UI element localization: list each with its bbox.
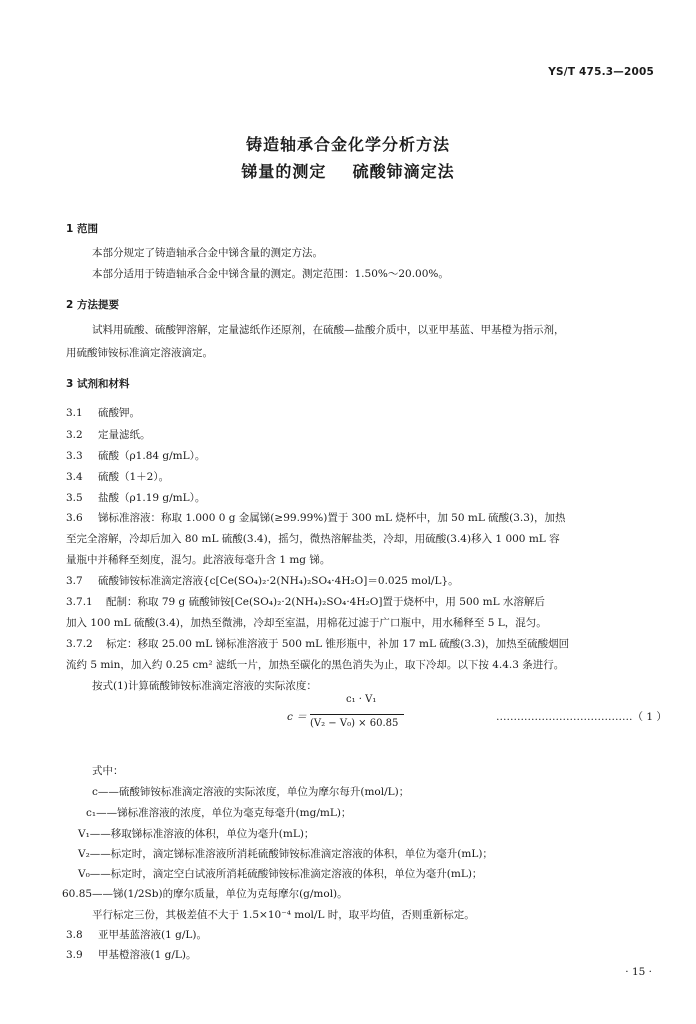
formula-lhs: c ＝: [287, 711, 307, 723]
definition-v1: V₁——移取锑标准溶液的体积，单位为毫升(mL)；: [78, 828, 315, 840]
definition-v0: V₀——标定时，滴定空白试液所消耗硫酸铈铵标准滴定溶液的体积，单位为毫升(mL)；: [78, 868, 483, 880]
item-3-7-2-line-2: 流约 5 min，加入约 0.25 cm² 滤纸一片，加热至碳化的黑色消失为止，取下冷却。以下按 4.4.3 条进行。: [66, 659, 565, 671]
item-3-2: 3.2 定量滤纸。: [66, 429, 151, 441]
item-3-5: 3.5 盐酸（ρ1.19 g/mL）。: [66, 492, 206, 504]
item-3-7-2-line-1: 3.7.2 标定：移取 25.00 mL 锑标准溶液于 500 mL 锥形瓶中，补加 17 mL 硫酸(3.3)，加热至硫酸烟回: [66, 638, 570, 650]
item-3-9: 3.9 甲基橙溶液(1 g/L)。: [66, 949, 197, 961]
definition-c: c——硫酸铈铵标准滴定溶液的实际浓度，单位为摩尔每升(mol/L)；: [92, 786, 410, 798]
definition-molar-mass: 60.85——锑(1/2Sb)的摩尔质量，单位为克每摩尔(g/mol)。: [62, 888, 348, 900]
formula-fraction-bar: [310, 714, 404, 715]
parallel-calibration-note: 平行标定三份，其极差值不大于 1.5×10⁻⁴ mol/L 时，取平均值，否则重新标定。: [92, 909, 475, 921]
section-2-paragraph-line-2: 用硫酸铈铵标准滴定溶液滴定。: [66, 347, 213, 359]
where-label: 式中：: [92, 765, 124, 777]
item-3-8: 3.8 亚甲基蓝溶液(1 g/L)。: [66, 929, 207, 941]
formula-denominator: (V₂ − V₀) × 60.85: [310, 718, 399, 729]
formula-numerator: c₁ · V₁: [346, 694, 377, 705]
document-title-line-2: 锑量的测定 硫酸铈滴定法: [241, 162, 455, 181]
page-number: · 15 ·: [625, 966, 652, 978]
section-3-heading: 3 试剂和材料: [66, 378, 130, 390]
item-3-7-1-line-2: 加入 100 mL 硫酸(3.4)，加热至微沸，冷却至室温，用棉花过滤于广口瓶中，用水稀释至 5 L，混匀。: [66, 617, 547, 629]
section-1-heading: 1 范围: [66, 223, 98, 235]
section-1-paragraph-1: 本部分规定了铸造轴承合金中锑含量的测定方法。: [92, 247, 323, 259]
item-3-6-line-3: 量瓶中并稀释至刻度，混匀。此溶液每毫升含 1 mg 锑。: [66, 554, 331, 566]
item-3-1: 3.1 硫酸钾。: [66, 407, 140, 419]
formula-fraction: [286, 694, 416, 738]
definition-v2: V₂——标定时，滴定锑标准溶液所消耗硫酸铈铵标准滴定溶液的体积，单位为毫升(mL)；: [78, 848, 493, 860]
section-2-paragraph-line-1: 试料用硫酸、硫酸钾溶解，定量滤纸作还原剂，在硫酸—盐酸介质中，以亚甲基蓝、甲基橙为指示剂，: [92, 324, 565, 336]
item-3-6-line-2: 至完全溶解，冷却后加入 80 mL 硫酸(3.4)，摇匀，微热溶解盐类，冷却，用硫酸(3.4)移入 1 000 mL 容: [66, 533, 560, 545]
item-3-7-1-line-1: 3.7.1 配制：称取 79 g 硫酸铈铵[Ce(SO₄)₂·2(NH₄)₂SO₄·4H₂O]置于烧杯中，用 500 mL 水溶解后: [66, 596, 545, 608]
item-3-7-2-line-3: 按式(1)计算硫酸铈铵标准滴定溶液的实际浓度：: [92, 680, 317, 692]
item-3-7: 3.7 硫酸铈铵标准滴定溶液{c[Ce(SO₄)₂·2(NH₄)₂SO₄·4H₂O]＝0.025 mol/L}。: [66, 575, 459, 587]
item-3-6-line-1: 3.6 锑标准溶液：称取 1.000 0 g 金属锑(≥99.99%)置于 300 mL 烧杯中，加 50 mL 硫酸(3.3)，加热: [66, 512, 566, 524]
definition-c1: c₁——锑标准溶液的浓度，单位为毫克每毫升(mg/mL)；: [86, 807, 352, 819]
section-1-paragraph-2: 本部分适用于铸造轴承合金中锑含量的测定。测定范围：1.50%～20.00%。: [92, 268, 449, 280]
section-2-heading: 2 方法提要: [66, 299, 119, 311]
item-3-4: 3.4 硫酸（1＋2）。: [66, 471, 170, 483]
standard-number: YS/T 475.3—2005: [548, 66, 654, 78]
document-title-line-1: 铸造轴承合金化学分析方法: [245, 135, 450, 154]
formula-number: …………………………………（ 1 ）: [496, 711, 667, 723]
item-3-3: 3.3 硫酸（ρ1.84 g/mL）。: [66, 450, 206, 462]
